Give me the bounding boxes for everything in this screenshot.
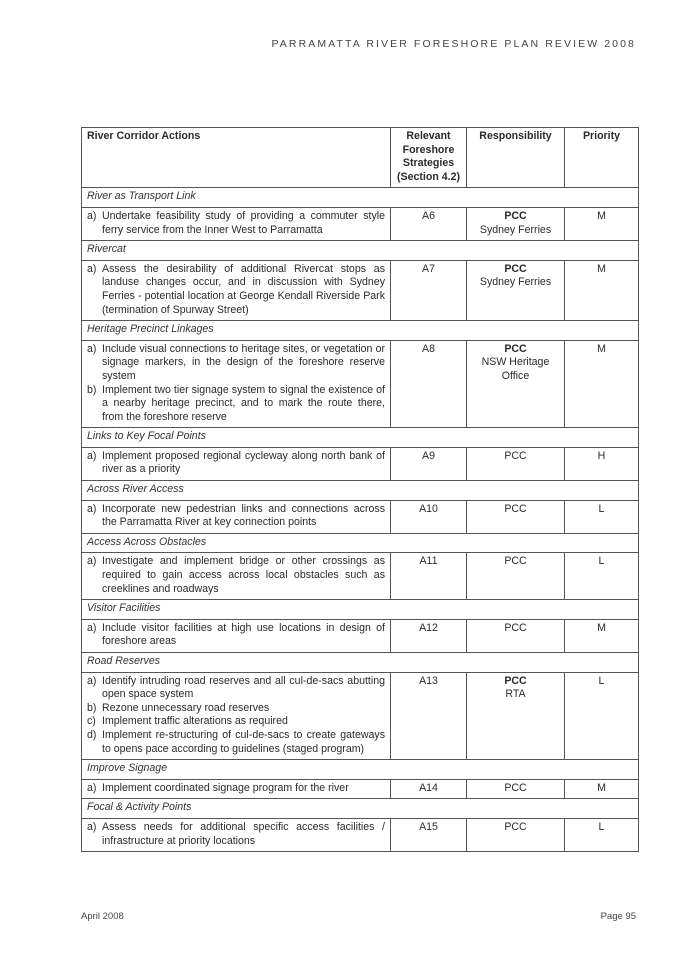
action-list bbox=[87, 263, 385, 317]
table-row bbox=[82, 260, 639, 320]
responsibility-secondary: Sydney Ferries bbox=[479, 223, 552, 236]
list-item bbox=[87, 210, 385, 237]
item-letter: a) bbox=[87, 449, 97, 462]
list-item bbox=[87, 343, 385, 384]
table-row bbox=[82, 553, 639, 600]
responsibility-primary: PCC bbox=[504, 555, 527, 568]
section-header-row bbox=[82, 533, 639, 553]
section-title: River as Transport Link bbox=[82, 188, 639, 208]
action-cell bbox=[82, 260, 391, 320]
strategy-cell: A12 bbox=[391, 619, 467, 652]
action-cell bbox=[82, 500, 391, 533]
section-header-row bbox=[82, 428, 639, 448]
footer-page-number: Page 95 bbox=[600, 911, 636, 922]
section-title: Focal & Activity Points bbox=[82, 799, 639, 819]
list-item bbox=[87, 263, 385, 317]
action-cell bbox=[82, 207, 391, 240]
section-title: Improve Signage bbox=[82, 760, 639, 780]
action-cell bbox=[82, 779, 391, 799]
responsibility-cell bbox=[467, 500, 565, 533]
strategy-cell: A7 bbox=[391, 260, 467, 320]
action-list bbox=[87, 450, 385, 477]
responsibility-primary: PCC bbox=[504, 209, 527, 222]
responsibility-primary: PCC bbox=[504, 820, 527, 833]
priority-cell: L bbox=[565, 553, 639, 600]
item-text: Assess the desirability of additional Rivercat stops as landuse changes occur, and in discussion with Sydney Ferries - potential location at George Kendall Riverside Park (termination of Spurway Street) bbox=[102, 262, 385, 316]
list-item bbox=[87, 702, 385, 716]
section-header-row bbox=[82, 653, 639, 673]
priority-cell: M bbox=[565, 779, 639, 799]
column-header-priority: Priority bbox=[565, 128, 639, 188]
list-item bbox=[87, 715, 385, 729]
list-item bbox=[87, 450, 385, 477]
section-title: Rivercat bbox=[82, 241, 639, 261]
priority-cell: M bbox=[565, 619, 639, 652]
responsibility-cell bbox=[467, 207, 565, 240]
item-letter: a) bbox=[87, 674, 97, 687]
responsibility-cell bbox=[467, 340, 565, 428]
table-row bbox=[82, 818, 639, 851]
item-letter: a) bbox=[87, 781, 97, 794]
item-letter: a) bbox=[87, 555, 97, 568]
strategy-cell: A9 bbox=[391, 447, 467, 480]
responsibility-primary: PCC bbox=[504, 342, 527, 355]
action-cell bbox=[82, 818, 391, 851]
action-cell bbox=[82, 553, 391, 600]
responsibility-primary: PCC bbox=[504, 674, 527, 687]
strategy-cell: A14 bbox=[391, 779, 467, 799]
action-cell bbox=[82, 447, 391, 480]
responsibility-primary: PCC bbox=[504, 502, 527, 515]
page-header-title: PARRAMATTA RIVER FORESHORE PLAN REVIEW 2008 bbox=[271, 38, 636, 50]
section-title: Road Reserves bbox=[82, 653, 639, 673]
section-header-row bbox=[82, 600, 639, 620]
responsibility-cell bbox=[467, 260, 565, 320]
responsibility-cell bbox=[467, 619, 565, 652]
item-text: Implement re-structuring of cul-de-sacs to create gateways to opens pace according to guidelines (staged program) bbox=[102, 728, 385, 755]
table-row bbox=[82, 340, 639, 428]
responsibility-primary: PCC bbox=[504, 262, 527, 275]
responsibility-cell bbox=[467, 672, 565, 760]
table-row bbox=[82, 500, 639, 533]
item-letter: a) bbox=[87, 621, 97, 634]
item-letter: c) bbox=[87, 715, 96, 728]
section-header-row bbox=[82, 799, 639, 819]
responsibility-cell bbox=[467, 818, 565, 851]
responsibility-cell bbox=[467, 779, 565, 799]
priority-cell: M bbox=[565, 260, 639, 320]
action-cell bbox=[82, 672, 391, 760]
item-text: Assess needs for additional specific access facilities / infrastructure at priority locations bbox=[102, 820, 385, 847]
strategy-cell: A10 bbox=[391, 500, 467, 533]
section-header-row bbox=[82, 188, 639, 208]
item-text: Include visitor facilities at high use locations in design of foreshore areas bbox=[102, 621, 385, 648]
item-text: Implement coordinated signage program for the river bbox=[102, 781, 349, 794]
section-title: Links to Key Focal Points bbox=[82, 428, 639, 448]
table-row bbox=[82, 672, 639, 760]
item-text: Implement proposed regional cycleway along north bank of river as a priority bbox=[102, 449, 385, 476]
column-header-actions: River Corridor Actions bbox=[82, 128, 391, 188]
responsibility-primary: PCC bbox=[504, 781, 527, 794]
item-letter: d) bbox=[87, 728, 97, 741]
item-text: Include visual connections to heritage sites, or vegetation or signage markers, in the design of the foreshore reserve system bbox=[102, 342, 385, 382]
list-item bbox=[87, 782, 385, 796]
item-letter: a) bbox=[87, 342, 97, 355]
action-list bbox=[87, 210, 385, 237]
item-letter: a) bbox=[87, 209, 97, 222]
item-letter: b) bbox=[87, 383, 97, 396]
priority-cell: M bbox=[565, 207, 639, 240]
action-list bbox=[87, 782, 385, 796]
responsibility-primary: PCC bbox=[504, 621, 527, 634]
section-title: Across River Access bbox=[82, 481, 639, 501]
section-header-row bbox=[82, 760, 639, 780]
table-row bbox=[82, 207, 639, 240]
river-corridor-actions-table bbox=[81, 127, 639, 852]
list-item bbox=[87, 729, 385, 756]
item-text: Identify intruding road reserves and all cul-de-sacs abutting open space system bbox=[102, 674, 385, 701]
section-title: Access Across Obstacles bbox=[82, 533, 639, 553]
list-item bbox=[87, 555, 385, 596]
table-row bbox=[82, 447, 639, 480]
item-letter: a) bbox=[87, 502, 97, 515]
item-letter: b) bbox=[87, 701, 97, 714]
action-list bbox=[87, 503, 385, 530]
responsibility-cell bbox=[467, 553, 565, 600]
list-item bbox=[87, 622, 385, 649]
section-title: Heritage Precinct Linkages bbox=[82, 321, 639, 341]
list-item bbox=[87, 821, 385, 848]
item-text: Rezone unnecessary road reserves bbox=[102, 701, 270, 714]
priority-cell: L bbox=[565, 672, 639, 760]
responsibility-secondary: NSW Heritage Office bbox=[481, 356, 550, 382]
priority-cell: L bbox=[565, 500, 639, 533]
section-header-row bbox=[82, 321, 639, 341]
section-header-row bbox=[82, 241, 639, 261]
item-text: Undertake feasibility study of providing a commuter style ferry service from the Inner West to Parramatta bbox=[102, 209, 385, 236]
priority-cell: H bbox=[565, 447, 639, 480]
responsibility-secondary: Sydney Ferries bbox=[479, 276, 552, 289]
item-text: Implement two tier signage system to signal the existence of a nearby heritage precinct, and to mark the route there, from the foreshore reserve bbox=[102, 383, 385, 423]
priority-cell: L bbox=[565, 818, 639, 851]
strategy-cell: A13 bbox=[391, 672, 467, 760]
list-item bbox=[87, 675, 385, 702]
item-text: Incorporate new pedestrian links and connections across the Parramatta River at key connection points bbox=[102, 502, 385, 529]
priority-cell: M bbox=[565, 340, 639, 428]
footer-date: April 2008 bbox=[81, 911, 124, 922]
column-header-strategies: Relevant Foreshore Strategies (Section 4.2) bbox=[391, 128, 467, 188]
action-list bbox=[87, 622, 385, 649]
responsibility-secondary: RTA bbox=[505, 688, 526, 701]
column-header-responsibility: Responsibility bbox=[467, 128, 565, 188]
item-letter: a) bbox=[87, 262, 97, 275]
list-item bbox=[87, 384, 385, 425]
strategy-cell: A8 bbox=[391, 340, 467, 428]
item-text: Implement traffic alterations as required bbox=[102, 715, 288, 728]
table-row bbox=[82, 779, 639, 799]
list-item bbox=[87, 503, 385, 530]
table-header-row bbox=[82, 128, 639, 188]
strategy-cell: A15 bbox=[391, 818, 467, 851]
item-text: Investigate and implement bridge or other crossings as required to gain access across local obstacles such as creeklines and roadways bbox=[102, 555, 385, 595]
item-letter: a) bbox=[87, 820, 97, 833]
action-cell bbox=[82, 340, 391, 428]
strategy-cell: A11 bbox=[391, 553, 467, 600]
section-header-row bbox=[82, 481, 639, 501]
strategy-cell: A6 bbox=[391, 207, 467, 240]
action-cell bbox=[82, 619, 391, 652]
action-list bbox=[87, 821, 385, 848]
action-list bbox=[87, 343, 385, 425]
table-row bbox=[82, 619, 639, 652]
action-list bbox=[87, 675, 385, 757]
responsibility-primary: PCC bbox=[504, 449, 527, 462]
section-title: Visitor Facilities bbox=[82, 600, 639, 620]
action-list bbox=[87, 555, 385, 596]
responsibility-cell bbox=[467, 447, 565, 480]
